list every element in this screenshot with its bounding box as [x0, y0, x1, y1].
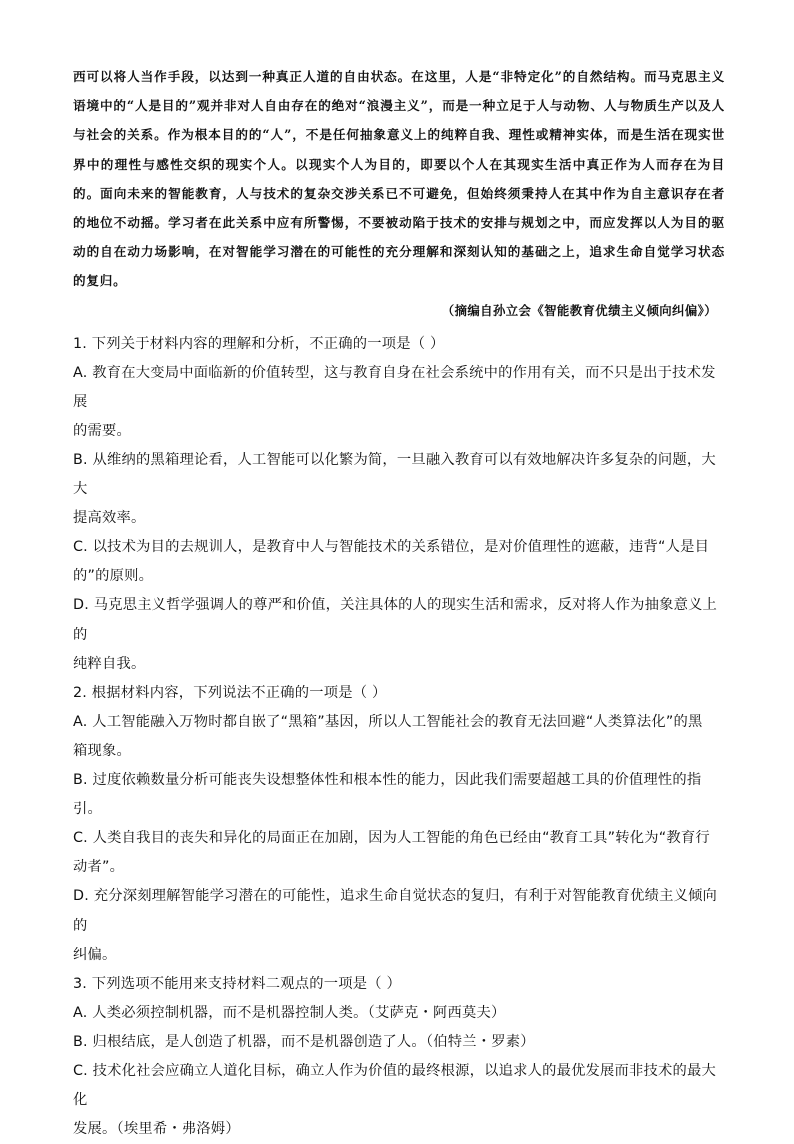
- option-d-line-1: D. 马克思主义哲学强调人的尊严和价值，关注具体的人的现实生活和需求，反对将人作为抽象意义上的: [73, 597, 718, 643]
- option-a-line-2: 箱现象。: [73, 742, 131, 759]
- option-c-line-2: 动者”。: [73, 859, 125, 876]
- exam-page: [73, 62, 725, 1144]
- passage-text: 西可以将人当作手段，以达到一种真正人道的自由状态。在这里，人是“非特定化”的自然结构。而马克思主义语境中的“人是目的”观并非对人自由存在的绝对“浪漫主义”，而是一种立足于人与动物、人与物质生产以及人与社会的关系。作为根本目的的“人”，不是任何抽象意义上的纯粹自我、理性或精神实体，而是生活在现实世界中的理性与感性交织的现实个人。以现实个人为目的，即要以个人在其现实生活中真正作为人而存在为目的。面向未来的智能教育，人与技术的复杂交涉关系已不可避免，但始终须秉持人在其中作为自主意识存在者的地位不动摇。学习者在此关系中应有所警惕，不要被动陷于技术的安排与规划之中，而应发挥以人为目的驱动的自在动力场影响，在对智能学习潜在的可能性的充分理解和深刻认知的基础之上，追求生命自觉学习状态的复归。: [73, 69, 725, 289]
- option-b-line-1: B. 过度依赖数量分析可能丧失设想整体性和根本性的能力，因此我们需要超越工具的价值理性的指引。: [73, 772, 702, 818]
- option-a-line-2: 的需要。: [73, 422, 131, 439]
- option-d-line-1: D. 充分深刻理解智能学习潜在的可能性，追求生命自觉状态的复归，有利于对智能教育优绩主义倾向的: [73, 888, 718, 934]
- question-2: [73, 679, 725, 970]
- option-b-line-1: B. 从维纳的黑箱理论看，人工智能可以化繁为简，一旦融入教育可以有效地解决许多复杂的问题，大大: [73, 452, 716, 498]
- option-a-line-1: A. 教育在大变局中面临新的价值转型，这与教育自身在社会系统中的作用有关，而不只是出于技术发展: [73, 364, 716, 410]
- question-1: [73, 330, 725, 679]
- option-c-line-1: C. 以技术为目的去规训人，是教育中人与智能技术的关系错位，是对价值理性的遮蔽，违背“人是目: [73, 539, 710, 556]
- question-stem: 3. 下列选项不能用来支持材料二观点的一项是（ ）: [73, 975, 401, 992]
- option-a-line-1: A. 人类必须控制机器，而不是机器控制人类。（艾萨克・阿西莫夫）: [73, 1004, 506, 1021]
- option-b-line-1: B. 归根结底，是人创造了机器，而不是机器创造了人。（伯特兰・罗素）: [73, 1033, 535, 1050]
- option-c-line-1: C. 人类自我目的丧失和异化的局面正在加剧，因为人工智能的角色已经由“教育工具”转化为“教育行: [73, 830, 710, 847]
- question-list: [73, 330, 725, 1144]
- option-d-line-2: 纠偏。: [73, 946, 117, 963]
- question-stem: 2. 根据材料内容，下列说法不正确的一项是（ ）: [73, 684, 387, 701]
- option-b-line-2: 提高效率。: [73, 510, 146, 527]
- option-c-line-2: 的”的原则。: [73, 568, 154, 585]
- option-d-line-2: 纯粹自我。: [73, 655, 146, 672]
- option-c-line-2: 发展。（埃里希・弗洛姆）: [73, 1121, 240, 1138]
- question-3: [73, 970, 725, 1144]
- question-stem: 1. 下列关于材料内容的理解和分析，不正确的一项是（ ）: [73, 335, 445, 352]
- option-a-line-1: A. 人工智能融入万物时都自嵌了“黑箱”基因，所以人工智能社会的教育无法回避“人类算法化”的黑: [73, 713, 703, 730]
- option-c-line-1: C. 技术化社会应确立人道化目标，确立人作为价值的最终根源，以追求人的最优发展而非技术的最大化: [73, 1062, 717, 1109]
- passage-source: （摘编自孙立会《智能教育优绩主义倾向纠偏》）: [441, 302, 717, 318]
